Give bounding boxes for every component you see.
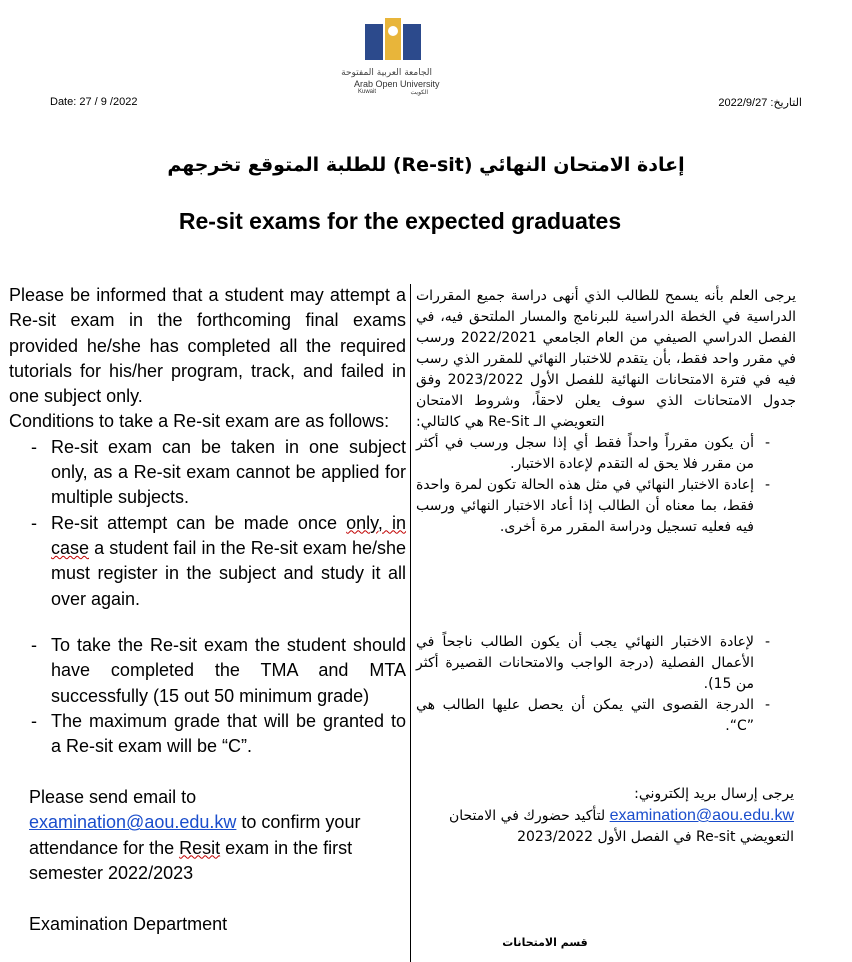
condition-2-case: case xyxy=(51,537,90,558)
logo-kuwait-ar: الكويت xyxy=(410,90,428,96)
arabic-section-grades xyxy=(416,632,796,737)
condition-2-only: only, in xyxy=(346,512,407,533)
arabic-section-main xyxy=(416,286,796,538)
title-english: Re-sit exams for the expected graduates xyxy=(178,208,622,234)
english-section-grades xyxy=(9,633,406,759)
english-condition-1: - Re-sit exam can be taken in one subject only, as a Re-sit exam cannot be applied for multiple subjects. xyxy=(9,435,406,511)
email-suffix-1: to confirm your attendance for the xyxy=(29,812,361,858)
arabic-condition-4: - الدرجة القصوى التي يمكن أن يحصل عليها الطالب هي ”C“. xyxy=(416,695,796,737)
arabic-email-confirm: لتأكيد حضورك في الامتحان التعويضي Re-sit في الفصل الأول 2023/2022 xyxy=(448,808,794,845)
english-intro: Please be informed that a student may attempt a Re-sit exam in the forthcoming final exams provided he/she has completed all the required tutorials for his/her program, track, and failed in one subject only. xyxy=(9,285,406,407)
arabic-email-line: يرجى إرسال بريد إلكتروني: xyxy=(634,786,794,802)
logo-emblem xyxy=(361,18,425,66)
date-english: Date: 27 / 9 /2022 xyxy=(50,96,138,108)
university-logo xyxy=(341,18,440,110)
title-arabic: إعادة الامتحان النهائي (Re-sit) للطلبة المتوقع تخرجهم xyxy=(167,154,685,176)
email-prefix: Please send email to xyxy=(29,787,197,807)
logo-arabic-name: الجامعة العربية المفتوحة xyxy=(341,68,432,78)
logo-english-name: Arab Open University xyxy=(354,79,440,89)
department-arabic: قسم الامتحانات xyxy=(502,936,588,949)
department-english: Examination Department xyxy=(29,914,228,934)
arabic-conditions-list xyxy=(416,433,796,538)
condition-2-text-b: a student fail in the Re-sit exam he/she must register in the subject and study it all over again. xyxy=(51,537,406,609)
english-condition-2 xyxy=(9,511,406,612)
condition-2-text-a: Re-sit attempt can be made once xyxy=(51,512,347,533)
email-link-english[interactable]: examination@aou.edu.kw xyxy=(29,812,237,833)
email-link-arabic[interactable]: examination@aou.edu.kw xyxy=(609,807,794,824)
english-condition-3: - To take the Re-sit exam the student should have completed the TMA and MTA successfully (15 out 50 minimum grade) xyxy=(9,633,406,709)
english-section-main xyxy=(9,283,406,612)
english-condition-4: - The maximum grade that will be granted to a Re-sit exam will be “C”. xyxy=(9,709,406,760)
logo-location xyxy=(354,89,432,96)
column-divider xyxy=(410,284,411,962)
arabic-intro: يرجى العلم بأنه يسمح للطالب الذي أنهى دراسة جميع المقررات الدراسية في الخطة الدراسية للبرنامج والمسار الملتحق فيه، في الفصل الدراسي الصيفي من العام الجامعي 2022/2021 ورسب في مقرر واحد فقط، بأن يتقدم للاختبار النهائي للمقرر الذي رسب فيه في فترة الامتحانات النهائية للفصل الأول 2023/2022 وفق جدول الامتحانات الذي سوف يعلن لاحقاً، وشروط الامتحان التعويضي الـ Re-Sit هي كالتالي: xyxy=(416,288,797,430)
arabic-condition-1: - أن يكون مقرراً واحداً فقط أي إذا سجل ورسب في أكثر من مقرر فلا يحق له التقدم لإعادة الاختبار. xyxy=(416,433,796,475)
arabic-condition-2: - إعادة الاختبار النهائي في مثل هذه الحالة تكون لمرة واحدة فقط، بما معناه أن الطالب إذا أعاد الاختبار النهائي ورسب فيه فعليه تسجيل ودراسة المقرر مرة أخرى. xyxy=(416,475,796,538)
english-email-paragraph xyxy=(29,785,404,886)
arabic-condition-3: - لإعادة الاختبار النهائي يجب أن يكون الطالب ناجحاً في الأعمال الفصلية (درجة الواجب والامتحانات القصيرة أكثر من 15). xyxy=(416,632,796,695)
email-resit-word: Resit xyxy=(179,837,221,858)
logo-kuwait-en: Kuwait xyxy=(358,89,377,95)
english-grade-conditions-list xyxy=(9,633,406,759)
email-suffix-2: exam in the first semester 2022/2023 xyxy=(29,837,353,883)
arabic-grade-conditions-list xyxy=(416,632,796,737)
arabic-email-paragraph xyxy=(416,784,794,848)
english-conditions-heading: Conditions to take a Re-sit exam are as follows: xyxy=(9,411,390,432)
english-conditions-list xyxy=(9,435,406,612)
date-arabic: التاريخ: 2022/9/27 xyxy=(718,97,802,109)
